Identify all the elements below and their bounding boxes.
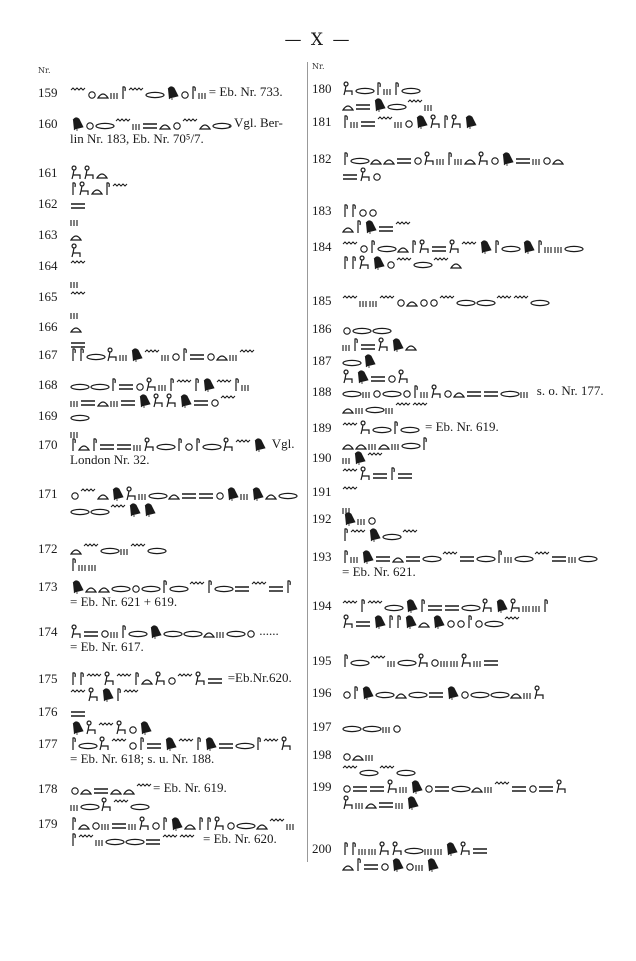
entry-line-1 [70, 703, 90, 719]
hieroglyph-group [342, 218, 412, 234]
entry-line-2 [70, 131, 204, 147]
entry-line-1 [70, 436, 295, 452]
entry-number: 187 [312, 353, 332, 368]
hieroglyph-group [342, 597, 552, 613]
entry-number: 164 [38, 258, 58, 273]
entry-number: 192 [312, 511, 332, 526]
hieroglyph-group [70, 540, 155, 556]
entry-number: 169 [38, 408, 58, 423]
entry-note: London Nr. 32. [70, 452, 150, 467]
entry-number: 176 [38, 704, 58, 719]
hieroglyph-group [342, 483, 362, 499]
hieroglyph-group [70, 780, 150, 796]
entry-number: 177 [38, 736, 58, 751]
entry-note: = Eb. Nr. 617. [70, 639, 144, 654]
hieroglyph-group [342, 320, 382, 336]
hieroglyph-group [70, 831, 200, 847]
entry-line-2 [70, 556, 100, 572]
hieroglyph-group [342, 383, 534, 399]
hieroglyph-group [342, 238, 572, 254]
hieroglyph-group [342, 166, 382, 182]
nr-label-left: Nr. [38, 66, 51, 75]
entry-line-1 [342, 352, 382, 368]
hieroglyph-group [342, 449, 382, 465]
entry-line-2 [70, 180, 120, 196]
entry-line-1 [70, 780, 227, 796]
hieroglyph-group [70, 501, 150, 517]
entry-line-1 [70, 84, 283, 100]
entry-number: 170 [38, 437, 58, 452]
entry-line-1 [70, 318, 90, 334]
entry-number: 182 [312, 151, 332, 166]
entry-line-2 [342, 564, 416, 580]
hieroglyph-group [70, 670, 225, 686]
hieroglyph-group [342, 684, 542, 700]
entry-note: = Eb. Nr. 619. [425, 419, 499, 434]
entry-line-2 [342, 218, 412, 234]
hieroglyph-group [70, 84, 206, 100]
entry-note: = Eb. Nr. 619. [153, 780, 227, 795]
hieroglyph-group [70, 226, 90, 242]
hieroglyph-group [342, 856, 442, 872]
entry-line-1 [342, 684, 542, 700]
hieroglyph-group [342, 762, 422, 778]
entry-line-1 [70, 485, 290, 501]
hieroglyph-group [342, 794, 422, 810]
entry-line-1 [70, 815, 294, 831]
hieroglyph-group [70, 556, 100, 572]
hieroglyph-group [342, 840, 487, 856]
entry-line-2 [70, 686, 145, 702]
hieroglyph-group [70, 273, 85, 289]
entry-line-2 [70, 452, 149, 468]
entry-number: 172 [38, 541, 58, 556]
entry-number: 181 [312, 114, 332, 129]
entry-line-1 [70, 226, 90, 242]
hieroglyph-group [342, 510, 382, 526]
hieroglyph-group [342, 778, 572, 794]
hieroglyph-group [70, 796, 140, 812]
entry-note: = Eb. Nr. 620. [203, 831, 277, 846]
hieroglyph-group [342, 526, 422, 542]
entry-line-2 [70, 211, 85, 227]
hieroglyph-group [70, 436, 269, 452]
hieroglyph-group [342, 613, 522, 629]
entry-note: = Eb. Nr. 618; s. u. Nr. 188. [70, 751, 215, 766]
entry-number: 194 [312, 598, 332, 613]
entry-number: 200 [312, 841, 332, 856]
hieroglyph-group [70, 164, 110, 180]
entry-line-1 [342, 840, 487, 856]
entry-line-2 [70, 831, 277, 847]
entry-line-2 [70, 392, 240, 408]
entry-note: = Eb. Nr. 621. [342, 564, 416, 579]
entry-note: = Eb. Nr. 733. [208, 84, 283, 99]
entry-line-2 [342, 254, 462, 270]
hieroglyph-group [70, 376, 250, 392]
entry-number: 185 [312, 293, 332, 308]
hieroglyph-group [70, 242, 85, 258]
entry-note: ...... [259, 623, 279, 638]
entry-note: = Eb. Nr. 621 + 619. [70, 594, 178, 609]
hieroglyph-group [342, 352, 382, 368]
entry-line-1 [342, 746, 382, 762]
hieroglyph-group [70, 578, 294, 594]
entry-line-1 [342, 320, 382, 336]
entry-number: 159 [38, 85, 58, 100]
hieroglyph-group [70, 686, 145, 702]
entry-note: . Vgl. Ber- [227, 115, 283, 130]
hieroglyph-group [342, 150, 572, 166]
entry-line-2 [342, 465, 412, 481]
entry-line-1 [70, 195, 90, 211]
entry-number: 160 [38, 116, 58, 131]
entry-number: 179 [38, 816, 58, 831]
hieroglyph-group [70, 623, 256, 639]
hieroglyph-group [70, 288, 90, 304]
entry-line-1 [342, 548, 602, 564]
entry-line-1 [342, 202, 382, 218]
entry-line-1 [70, 288, 90, 304]
entry-line-1 [70, 164, 110, 180]
entry-number: 188 [312, 384, 332, 399]
hieroglyph-group [70, 735, 294, 751]
entry-line-1 [70, 540, 155, 556]
entry-line-2 [70, 273, 85, 289]
hieroglyph-group [342, 113, 472, 129]
hieroglyph-group [70, 703, 90, 719]
hieroglyph-group [70, 318, 90, 334]
page-header: — X — [284, 30, 352, 50]
entry-line-2 [70, 796, 140, 812]
nr-label-right: Nr. [312, 62, 325, 71]
hieroglyph-group [342, 652, 492, 668]
hieroglyph-group [70, 195, 90, 211]
hieroglyph-group [342, 368, 412, 384]
entry-note: Vgl. [271, 436, 295, 451]
entry-line-1 [342, 510, 382, 526]
entry-number: 184 [312, 239, 332, 254]
entry-number: 161 [38, 165, 58, 180]
entry-line-2 [70, 639, 144, 655]
entry-number: 183 [312, 203, 332, 218]
entry-line-1 [342, 778, 572, 794]
hieroglyph-group [70, 815, 294, 831]
hieroglyph-group [70, 346, 250, 362]
hieroglyph-group [342, 746, 382, 762]
hieroglyph-group [342, 465, 412, 481]
hieroglyph-group [70, 211, 85, 227]
entry-line-2 [342, 762, 422, 778]
entry-note: =Eb.Nr.620. [227, 670, 292, 685]
entry-number: 196 [312, 685, 332, 700]
entry-line-2 [342, 368, 412, 384]
entry-line-1 [342, 449, 382, 465]
entry-number: 178 [38, 781, 58, 796]
entry-line-1 [342, 292, 552, 308]
entry-number: 174 [38, 624, 58, 639]
entry-number: 191 [312, 484, 332, 499]
entry-note: s. o. Nr. 177. [536, 383, 604, 398]
entry-number: 198 [312, 747, 332, 762]
entry-number: 171 [38, 486, 58, 501]
entry-line-2 [70, 501, 150, 517]
entry-line-1 [342, 80, 422, 96]
entry-line-1 [70, 115, 283, 131]
hieroglyph-group [342, 96, 432, 112]
entry-line-1 [342, 597, 552, 613]
hieroglyph-group [70, 180, 120, 196]
entry-line-1 [342, 150, 572, 166]
entry-number: 195 [312, 653, 332, 668]
entry-line-2 [342, 794, 422, 810]
hieroglyph-group [342, 419, 422, 435]
entry-number: 190 [312, 450, 332, 465]
entry-line-2 [342, 526, 422, 542]
entry-number: 173 [38, 579, 58, 594]
entry-line-1 [70, 735, 294, 751]
entry-number: 197 [312, 719, 332, 734]
entry-number: 162 [38, 196, 58, 211]
entry-line-2 [342, 96, 432, 112]
entry-line-1 [342, 113, 472, 129]
entry-line-1 [70, 346, 250, 362]
hieroglyph-group [342, 399, 432, 415]
entry-line-1 [342, 383, 604, 399]
entry-number: 165 [38, 289, 58, 304]
entry-line-1 [342, 483, 362, 499]
entry-line-2 [70, 242, 85, 258]
entry-number: 186 [312, 321, 332, 336]
hieroglyph-group [342, 254, 462, 270]
hieroglyph-group [342, 80, 422, 96]
hieroglyph-group [70, 392, 240, 408]
entry-line-2 [342, 166, 382, 182]
entry-line-1 [342, 652, 492, 668]
hieroglyph-group [342, 202, 382, 218]
hieroglyph-group [70, 407, 90, 423]
entry-number: 175 [38, 671, 58, 686]
entry-line-2 [342, 856, 442, 872]
entry-line-2 [342, 336, 422, 352]
entry-line-2 [342, 613, 522, 629]
hieroglyph-group [342, 336, 422, 352]
hieroglyph-group [70, 485, 290, 501]
entry-number: 199 [312, 779, 332, 794]
entry-number: 167 [38, 347, 58, 362]
entry-line-1 [70, 376, 250, 392]
entry-line-1 [70, 407, 90, 423]
hieroglyph-group [70, 115, 225, 131]
entry-line-2 [70, 719, 150, 735]
entry-number: 168 [38, 377, 58, 392]
hieroglyph-group [70, 719, 150, 735]
entry-line-1 [70, 578, 294, 594]
entry-line-1 [342, 238, 572, 254]
hieroglyph-group [342, 548, 602, 564]
entry-line-1 [70, 257, 90, 273]
entry-line-2 [70, 594, 177, 610]
entry-note: lin Nr. 183, Eb. Nr. 70⁵/7. [70, 131, 204, 146]
hieroglyph-group [342, 718, 407, 734]
entry-number: 180 [312, 81, 332, 96]
entry-line-2 [70, 751, 214, 767]
entry-number: 166 [38, 319, 58, 334]
column-divider [307, 62, 308, 862]
entry-line-1 [70, 670, 292, 686]
entry-number: 163 [38, 227, 58, 242]
entry-line-1 [342, 718, 407, 734]
entry-line-1 [342, 419, 499, 435]
entry-line-2 [342, 399, 432, 415]
entry-line-1 [70, 623, 279, 639]
entry-number: 193 [312, 549, 332, 564]
entry-number: 189 [312, 420, 332, 435]
hieroglyph-group [70, 257, 90, 273]
hieroglyph-group [342, 292, 552, 308]
